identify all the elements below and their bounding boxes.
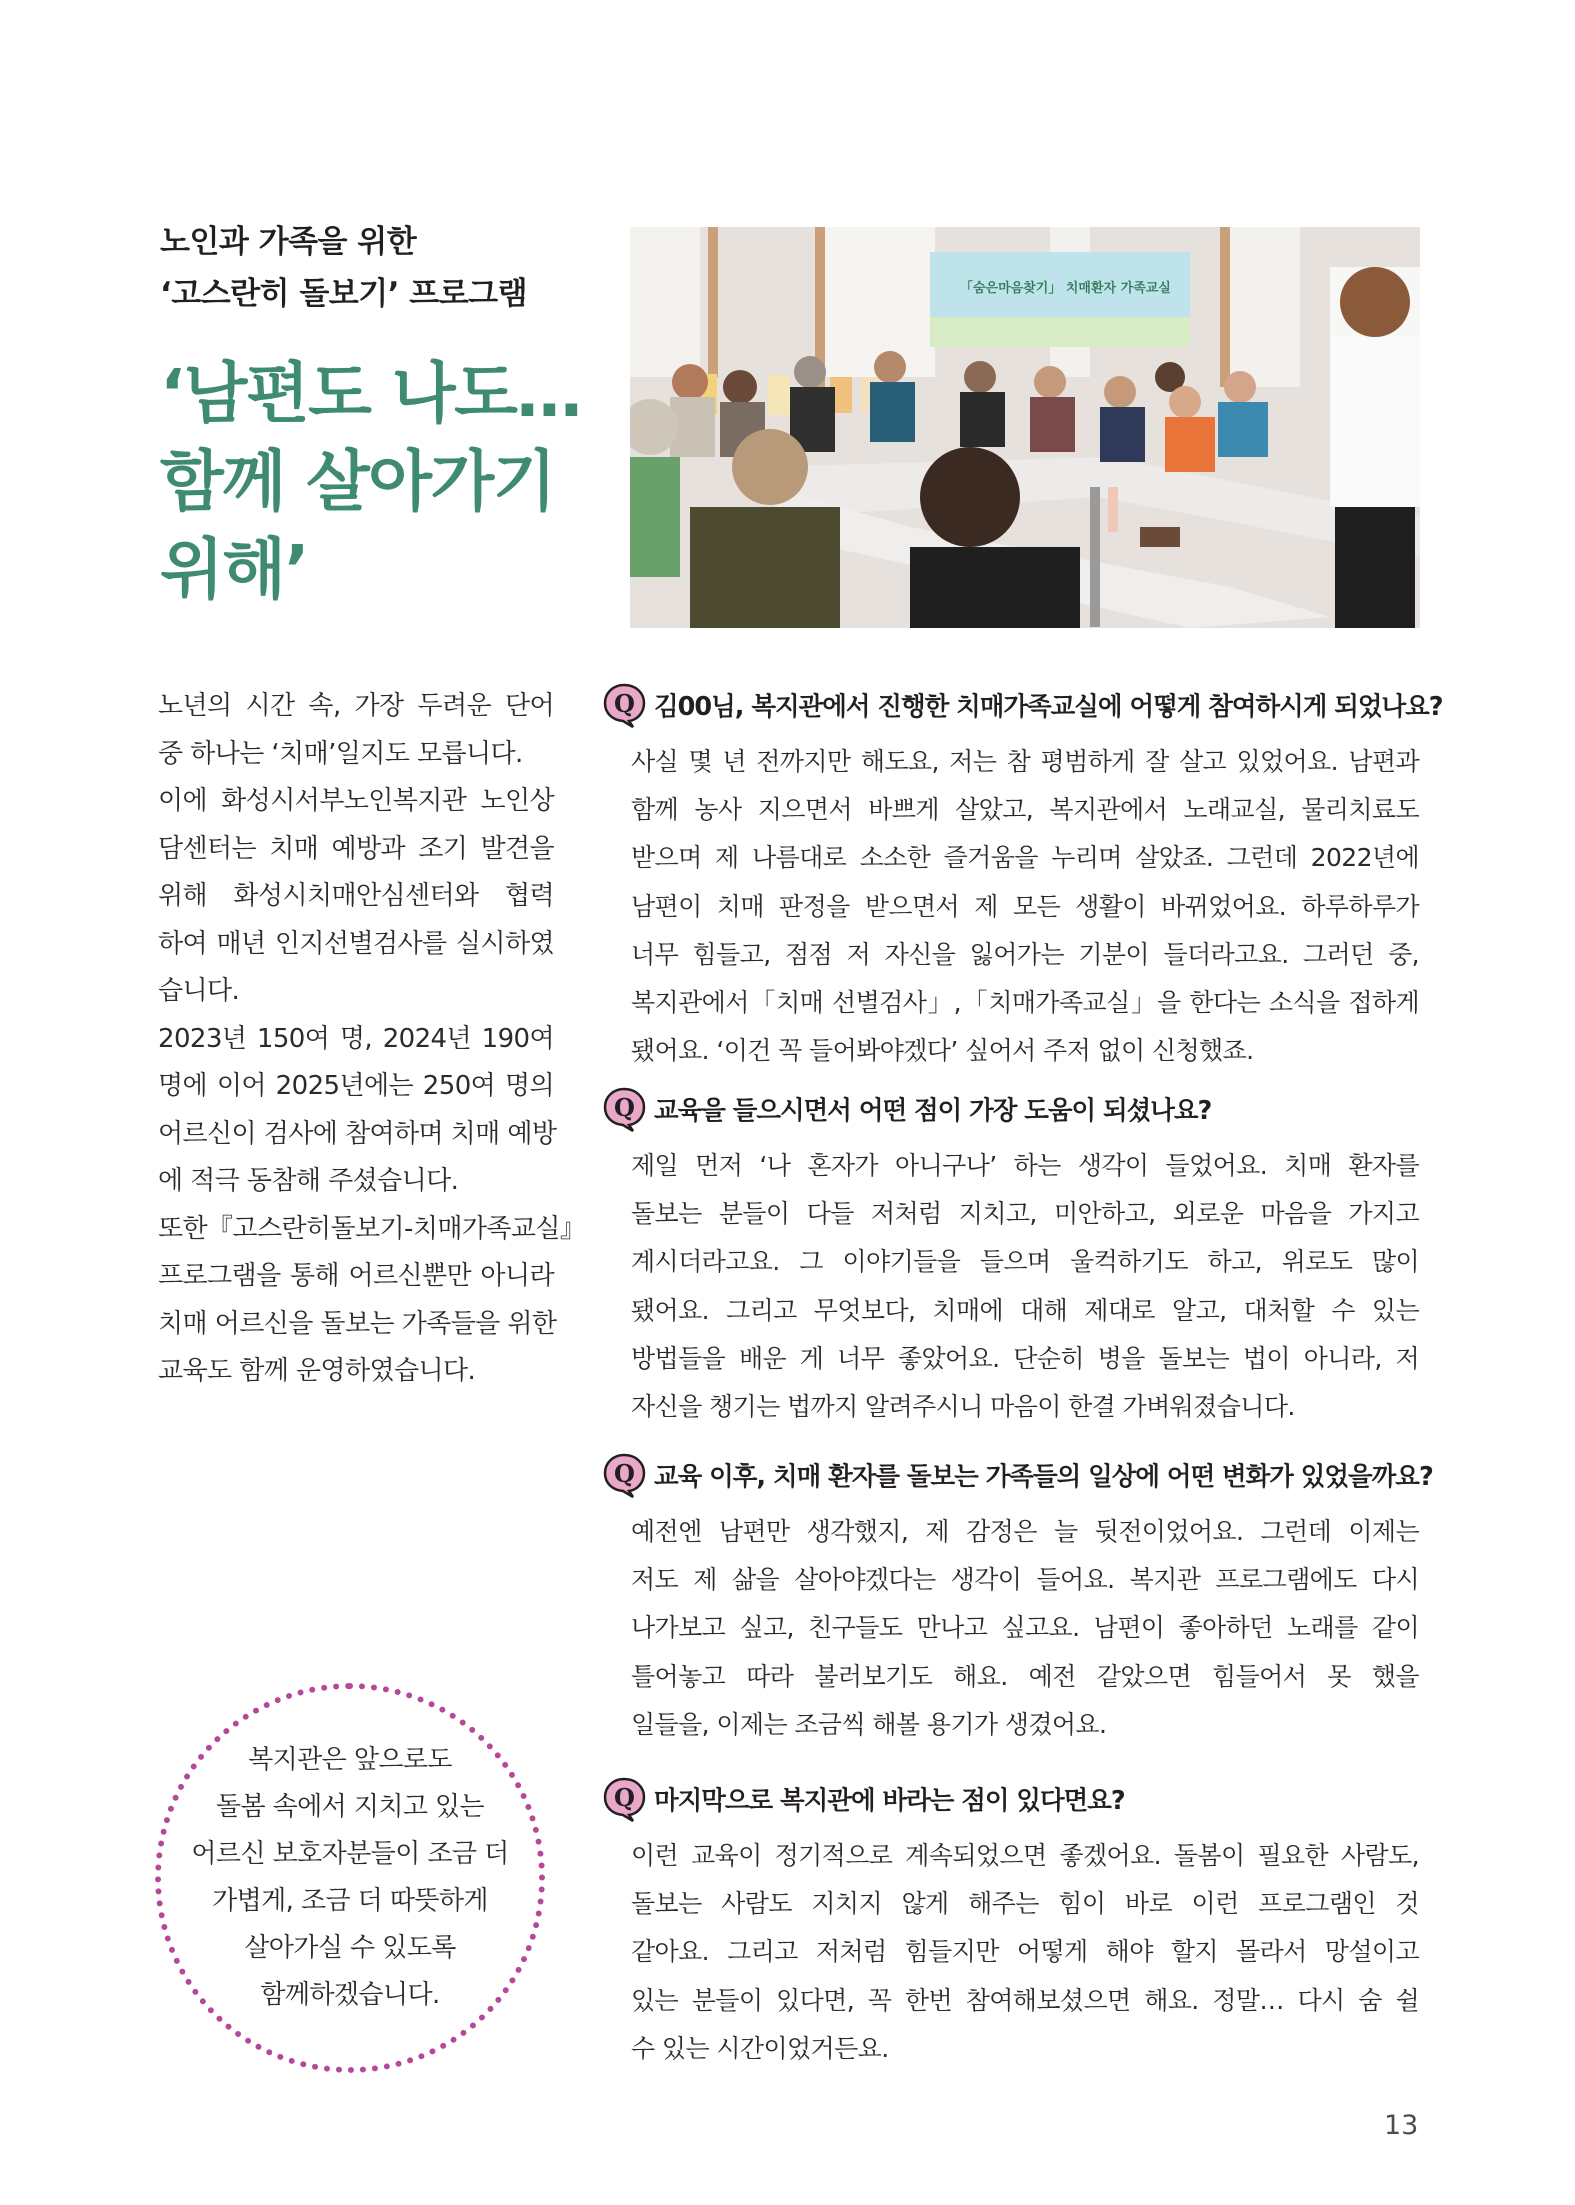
intro-line: 노년의 시간 속, 가장 두려운 단어 bbox=[158, 691, 554, 721]
kicker-line: ‘고스란히 돌보기’ 프로그램 bbox=[160, 276, 528, 312]
question-text: 김00님, 복지관에서 진행한 치매가족교실에 어떻게 참여하시게 되었나요? bbox=[654, 692, 1443, 722]
q-speech-bubble-icon bbox=[602, 682, 648, 728]
question-row bbox=[600, 1772, 1430, 1826]
quote-line: 함께하겠습니다. bbox=[260, 1980, 440, 2010]
intro-line: 2023년 150여 명, 2024년 190여 bbox=[158, 1023, 554, 1054]
answer-text bbox=[631, 1832, 1419, 2073]
intro-line: 이에 화성시서부노인복지관 노인상 bbox=[158, 786, 554, 816]
question-text: 마지막으로 복지관에 바라는 점이 있다면요? bbox=[654, 1786, 1125, 1816]
svg-text:「숨은마음찾기」 치매환자 가족교실: 「숨은마음찾기」 치매환자 가족교실 bbox=[960, 281, 1171, 296]
headline-line: ‘남편도 나도… bbox=[160, 355, 581, 432]
intro-line: 하여 매년 인지선별검사를 실시하였 bbox=[158, 928, 554, 959]
intro-line: 프로그램을 통해 어르신뿐만 아니라 bbox=[158, 1261, 554, 1291]
answer-line: 받으며 제 나름대로 소소한 즐거움을 누리며 살았죠. 그런데 2022년에 bbox=[631, 843, 1419, 873]
answer-line: 틀어놓고 따라 불러보기도 해요. 예전 같았으면 힘들어서 못 했을 bbox=[631, 1661, 1419, 1691]
answer-line: 저도 제 삶을 살아야겠다는 생각이 들어요. 복지관 프로그램에도 다시 bbox=[631, 1565, 1419, 1595]
intro-line: 담센터는 치매 예방과 조기 발견을 bbox=[158, 833, 554, 864]
qa-block bbox=[600, 1082, 1430, 1431]
page-title bbox=[160, 350, 581, 614]
answer-line: 계시더라고요. 그 이야기들을 들으며 울컥하기도 하고, 위로도 많이 bbox=[631, 1247, 1419, 1277]
answer-line: 됐어요. ‘이건 꼭 들어봐야겠다’ 싶어서 주저 없이 신청했죠. bbox=[631, 1036, 1254, 1066]
answer-line: 일들을, 이제는 조금씩 해볼 용기가 생겼어요. bbox=[631, 1709, 1107, 1739]
question-row bbox=[600, 678, 1443, 732]
svg-text:Q: Q bbox=[614, 1093, 635, 1122]
answer-line: 돌보는 사람도 지치지 않게 해주는 힘이 바로 이런 프로그램인 것 bbox=[631, 1889, 1419, 1919]
intro-line: 어르신이 검사에 참여하며 치매 예방 bbox=[158, 1118, 557, 1149]
answer-line: 자신을 챙기는 법까지 알려주시니 마음이 한결 가벼워졌습니다. bbox=[631, 1392, 1295, 1422]
answer-line: 나가보고 싶고, 친구들도 만나고 싶고요. 남편이 좋아하던 노래를 같이 bbox=[631, 1613, 1419, 1643]
quote-line: 어르신 보호자분들이 조금 더 bbox=[191, 1839, 509, 1869]
answer-line: 이런 교육이 정기적으로 계속되었으면 좋겠어요. 돌봄이 필요한 사람도, bbox=[631, 1841, 1419, 1870]
intro-line: 치매 어르신을 돌보는 가족들을 위한 bbox=[158, 1308, 557, 1339]
answer-line: 제일 먼저 ‘나 혼자가 아니구나’ 하는 생각이 들었어요. 치매 환자를 bbox=[631, 1151, 1419, 1180]
kicker-line: 노인과 가족을 위한 bbox=[160, 224, 417, 260]
headline-line: 위해’ bbox=[160, 531, 309, 608]
page-number: 13 bbox=[1384, 2110, 1419, 2141]
q-speech-bubble-icon bbox=[602, 1776, 648, 1822]
answer-line: 수 있는 시간이었거든요. bbox=[631, 2033, 889, 2063]
quote-line: 복지관은 앞으로도 bbox=[248, 1745, 452, 1775]
qa-block bbox=[600, 1772, 1430, 2073]
answer-line: 같아요. 그리고 저처럼 힘들지만 어떻게 해야 할지 몰라서 망설이고 bbox=[631, 1937, 1419, 1967]
q-speech-bubble-icon bbox=[602, 1086, 648, 1132]
intro-line: 중 하나는 ‘치매’일지도 모릅니다. bbox=[158, 738, 523, 769]
answer-text bbox=[631, 1142, 1419, 1431]
question-row bbox=[600, 1082, 1430, 1136]
intro-line: 습니다. bbox=[158, 976, 240, 1006]
intro-line: 또한『고스란히돌보기-치매가족교실』 bbox=[158, 1213, 586, 1244]
svg-text:Q: Q bbox=[614, 1783, 635, 1812]
answer-line: 예전엔 남편만 생각했지, 제 감정은 늘 뒷전이었어요. 그런데 이제는 bbox=[631, 1517, 1419, 1546]
intro-line: 에 적극 동참해 주셨습니다. bbox=[158, 1166, 459, 1196]
q-speech-bubble-icon bbox=[602, 1452, 648, 1498]
answer-line: 남편이 치매 판정을 받으면서 제 모든 생활이 바뀌었어요. 하루하루가 bbox=[631, 891, 1419, 921]
quote-line: 살아가실 수 있도록 bbox=[244, 1933, 456, 1963]
answer-line: 돌보는 분들이 다들 저처럼 지치고, 미안하고, 외로운 마음을 가지고 bbox=[631, 1199, 1419, 1229]
kicker-subtitle bbox=[160, 216, 527, 320]
intro-line: 교육도 함께 운영하였습니다. bbox=[158, 1356, 476, 1386]
headline-line: 함께 살아가기 bbox=[160, 443, 556, 520]
question-row bbox=[600, 1448, 1433, 1502]
intro-paragraph bbox=[158, 683, 586, 1396]
circle-quote bbox=[155, 1683, 545, 2073]
question-text: 교육 이후, 치매 환자를 돌보는 가족들의 일상에 어떤 변화가 있었을까요? bbox=[654, 1462, 1433, 1492]
question-text: 교육을 들으시면서 어떤 점이 가장 도움이 되셨나요? bbox=[654, 1096, 1212, 1126]
quote-line: 돌봄 속에서 지치고 있는 bbox=[215, 1792, 485, 1822]
qa-block bbox=[600, 678, 1443, 1075]
answer-line: 함께 농사 지으면서 바쁘게 살았고, 복지관에서 노래교실, 물리치료도 bbox=[631, 795, 1419, 825]
answer-line: 너무 힘들고, 점점 저 자신을 잃어가는 기분이 들더라고요. 그러던 중, bbox=[631, 939, 1419, 969]
intro-line: 위해 화성시치매안심센터와 협력 bbox=[158, 881, 554, 911]
answer-text bbox=[631, 1508, 1419, 1749]
qa-block bbox=[600, 1448, 1433, 1749]
answer-line: 있는 분들이 있다면, 꼭 한번 참여해보셨으면 해요. 정말… 다시 숨 쉴 bbox=[631, 1985, 1419, 2015]
answer-text bbox=[631, 738, 1419, 1075]
svg-text:Q: Q bbox=[614, 1459, 635, 1488]
event-photo bbox=[630, 227, 1420, 628]
answer-line: 됐어요. 그리고 무엇보다, 치매에 대해 제대로 알고, 대처할 수 있는 bbox=[631, 1295, 1419, 1325]
svg-text:Q: Q bbox=[614, 689, 635, 718]
intro-line: 명에 이어 2025년에는 250여 명의 bbox=[158, 1071, 554, 1101]
quote-line: 가볍게, 조금 더 따뜻하게 bbox=[212, 1886, 488, 1916]
answer-line: 방법들을 배운 게 너무 좋았어요. 단순히 병을 돌보는 법이 아니라, 저 bbox=[631, 1343, 1419, 1373]
answer-line: 복지관에서「치매 선별검사」,「치매가족교실」을 한다는 소식을 접하게 bbox=[631, 988, 1419, 1018]
answer-line: 사실 몇 년 전까지만 해도요, 저는 참 평범하게 잘 살고 있었어요. 남편과 bbox=[631, 747, 1419, 776]
